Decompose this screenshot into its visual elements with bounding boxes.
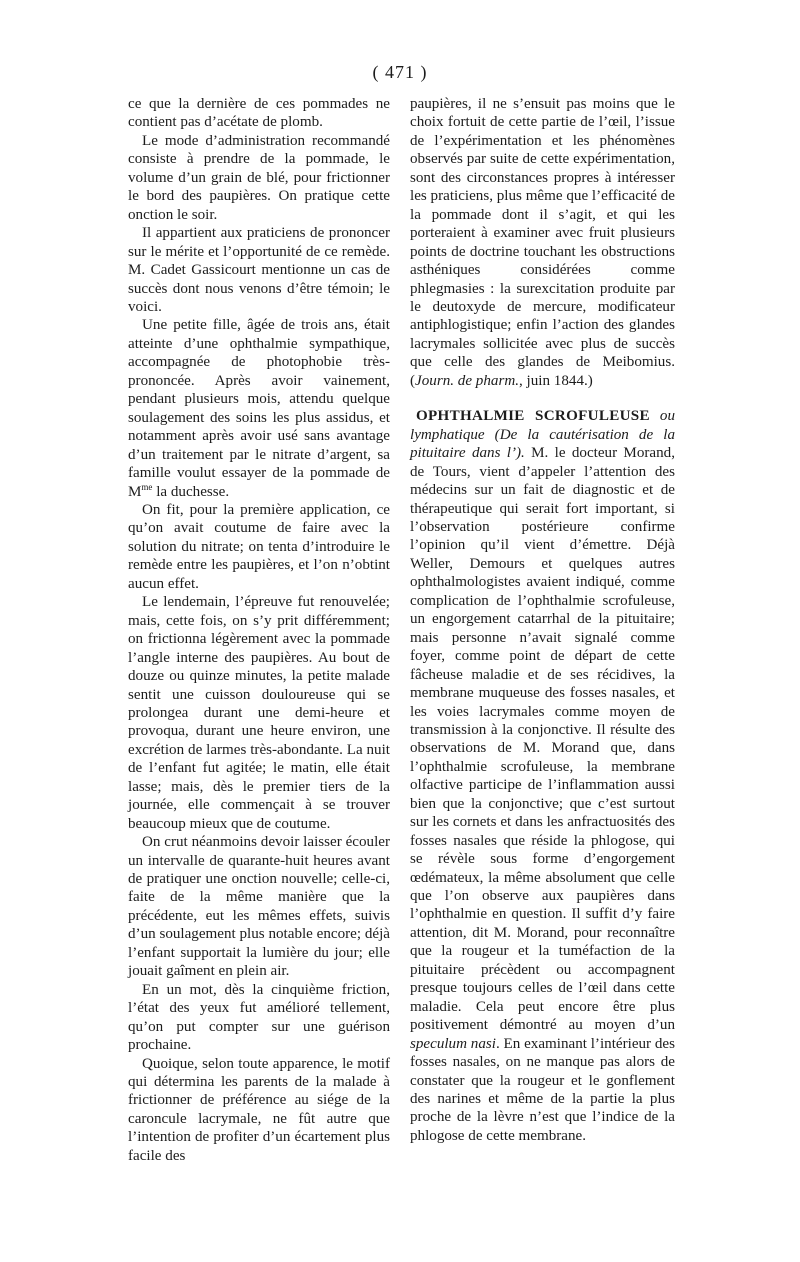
speculum-term: speculum nasi [410, 1035, 496, 1052]
left-paragraph-4 [128, 316, 390, 501]
left-paragraph-9: Quoique, selon toute apparence, le motif qui détermina les parents de la malade à frictionner de préférence au siége de la caroncule lacrymale, ne fût autre que l’intention de profiter d’un écartement plus facile des [128, 1055, 390, 1164]
madame-abbrev: me [141, 481, 153, 492]
left-paragraph-6: Le lendemain, l’épreuve fut renouvelée; mais, cette fois, on s’y prit différemment; on frictionna légèrement avec la pommade l’angle interne des paupières. Au bout de douze ou quinze minutes, la petite malade sentit une cuisson douloureuse qui se prolongea durant une demi-heure et provoqua, durant une heure environ, une excrétion de larmes très-abondante. La nuit de l’enfant fut agitée; le matin, elle était lasse; mais, dès le premier tiers de la journée, elle commençait à se trouver beaucoup mieux que de coutume. [128, 594, 390, 832]
left-paragraph-5: On fit, pour la première application, ce qu’on avait coutume de faire avec la solution du nitrate; on tenta d’introduire le remède entre les paupières, et l’on n’obtint aucun effet. [128, 501, 390, 592]
left-column [128, 95, 390, 1165]
article-ophthalmie-scrofuleuse [410, 407, 675, 1145]
citation-date: , juin 1844.) [519, 372, 593, 389]
right-paragraph-1 [410, 95, 675, 390]
right-paragraph-1-text: paupières, il ne s’ensuit pas moins que le choix fortuit de cette partie de l’œil, l’issue de l’expérimentation et les phénomènes observés par suite de cette expérimentation, sont des circonstances propres à intéresser les praticiens, plus même que l’efficacité de la pommade dont il s’agit, et qui les porteraient à examiner avec fruit plusieurs points de doctrine touchant les obstructions asthéniques considérées comme phlegmasies : la surexcitation produite par le deutoxyde de mercure, modificateur antiphlogistique; enfin l’action des glandes lacrymales sollicitée avec plus de succès que celle des glandes de Meibomius. ( [410, 96, 676, 389]
left-paragraph-3: Il appartient aux praticiens de prononcer sur le mérite et l’opportunité de ce remède. M. Cadet Gassicourt mentionne un cas de succès dont nous venons d’être témoin; le voici. [128, 225, 390, 315]
left-paragraph-1: ce que la dernière de ces pommades ne contient pas d’acétate de plomb. [128, 96, 390, 131]
article-subheading: ou lymphatique (De la cautérisation de la pituitaire dans l’). [410, 408, 675, 462]
left-paragraph-4-end: la duchesse. [152, 483, 230, 500]
article-heading: OPHTHALMIE SCROFULEUSE [416, 408, 650, 425]
left-paragraph-7: On crut néanmoins devoir laisser écouler un intervalle de quarante-huit heures avant de pratiquer une onction nouvelle; celle-ci, faite de la même manière que la précédente, eut les mêmes effets, suivis d’un soulagement plus notable encore; déjà l’enfant supportait la lumière du jour; elle jouait gaîment en plein air. [128, 834, 390, 980]
journal-citation: Journ. de pharm. [415, 372, 519, 389]
right-column [410, 95, 675, 1145]
left-paragraph-4-text: Une petite fille, âgée de trois ans, était atteinte d’une ophthalmie sympathique, accompagnée de photophobie très-prononcée. Après avoir vainement, pendant plusieurs mois, attendu quelque soulagement des soins les plus assidus, et notamment après avoir usé sans avantage d’un traitement par le nitrate d’argent, sa famille voulut essayer de la pommade de M [128, 317, 390, 500]
article-body-end: . En examinant l’intérieur des fosses nasales, on ne manque pas alors de constater que la rougeur et le gonflement des narines et même de la partie la plus proche de la lèvre n’est que l’indice de la phlogose de cette membrane. [410, 1035, 675, 1144]
left-paragraph-2: Le mode d’administration recommandé consiste à prendre de la pommade, le volume d’un grain de blé, pour frictionner le bord des paupières. On pratique cette onction le soir. [128, 132, 390, 223]
left-paragraph-8: En un mot, dès la cinquième friction, l’état des yeux fut amélioré tellement, qu’on put compter sur une guérison prochaine. [128, 981, 390, 1054]
article-body: M. le docteur Morand, de Tours, vient d’appeler l’attention des médecins sur un fait de diagnostic et de thérapeutique qui serait fort important, si l’observation postérieure confirme l’opinion qu’il vient d’émettre. Déjà Weller, Demours et quelques autres ophthalmologistes avaient indiqué, comme complication de l’ophthalmie scrofuleuse, un engorgement catarrhal de la pituitaire; mais personne n’avait signalé comme foyer, comme point de départ de cette fâcheuse maladie et de ses récidives, la membrane muqueuse des fosses nasales, et les voies lacrymales comme moyen de transmission à la conjonctive. Il résulte des observations de M. Morand que, dans l’ophthalmie scrofuleuse, la membrane olfactive participe de l’inflammation aussi bien que la conjonctive; que c’est surtout sur les cornets et dans les anfractuosités des fosses nasales que réside la phlogose, qui se révèle sous forme d’engorgement œdémateux, la même absolument que celle que l’on observe aux paupières dans l’ophthalmie en question. Il suffit d’y faire attention, dit M. Morand, pour reconnaître que la rougeur et la tuméfaction de la pituitaire précèdent ou accompagnent presque toujours celles de l’œil dans cette maladie. Cela peut encore être plus positivement démontré au moyen d’un [410, 445, 675, 1034]
page-number: ( 471 ) [372, 62, 428, 82]
